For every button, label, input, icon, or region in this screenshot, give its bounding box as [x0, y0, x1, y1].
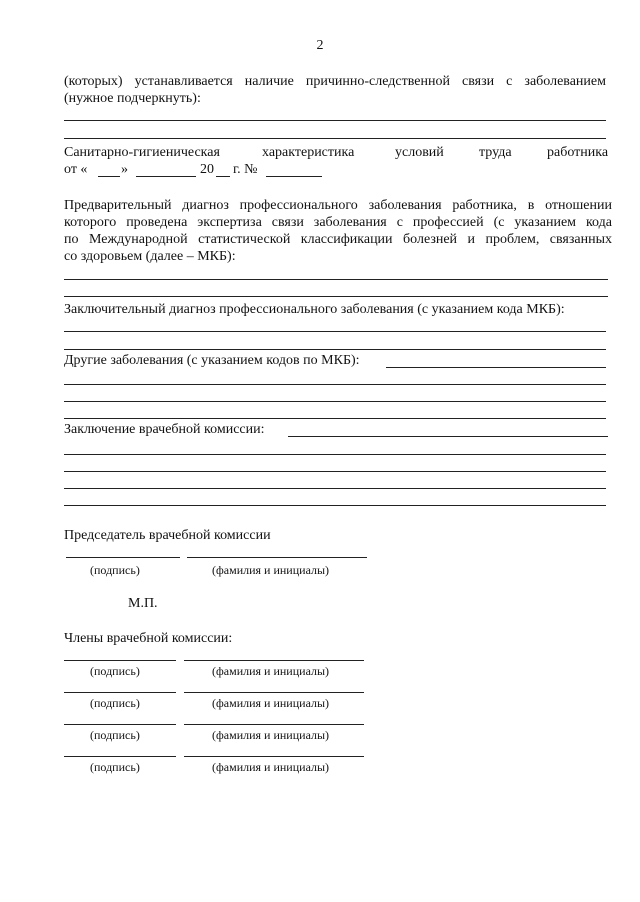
- other-blank-line-3: [64, 418, 606, 419]
- member-1-signature-line: [64, 660, 176, 661]
- member-4-name-caption: (фамилия и инициалы): [212, 760, 330, 774]
- member-2-signature-caption: (подпись): [90, 696, 140, 710]
- member-1-signature-caption: (подпись): [90, 664, 140, 678]
- final-blank-line-2: [64, 349, 606, 350]
- other-diseases-inline-blank: [386, 367, 606, 368]
- member-1-name-caption: (фамилия и инициалы): [212, 664, 330, 678]
- other-blank-line-2: [64, 401, 606, 402]
- member-3-signature-line: [64, 724, 176, 725]
- member-4-name-line: [184, 756, 364, 757]
- member-2-name-caption: (фамилия и инициалы): [212, 696, 330, 710]
- date-year-prefix: 20: [200, 162, 214, 177]
- date-year-blank: [216, 176, 230, 177]
- causality-line-2: (нужное подчеркнуть):: [64, 91, 201, 106]
- prelim-blank-line-2: [64, 296, 608, 297]
- conclusion-blank-line-3: [64, 488, 606, 489]
- other-blank-line-1: [64, 384, 606, 385]
- chairman-name-caption: (фамилия и инициалы): [212, 563, 330, 577]
- chairman-signature-line: [66, 557, 180, 558]
- page-number: 2: [316, 38, 324, 53]
- chairman-name-line: [187, 557, 367, 558]
- stamp-place-label: М.П.: [128, 596, 158, 611]
- sanitary-word-3: условий: [395, 145, 444, 160]
- member-3-name-caption: (фамилия и инициалы): [212, 728, 330, 742]
- prelim-line-3: по Международной статистической классификации болезней и проблем, связанных: [64, 232, 612, 247]
- member-1-name-line: [184, 660, 364, 661]
- final-diagnosis-label: Заключительный диагноз профессионального заболевания (с указанием кода МКБ):: [64, 302, 565, 317]
- member-4-signature-line: [64, 756, 176, 757]
- date-number-label: г. №: [233, 162, 258, 177]
- member-3-signature-caption: (подпись): [90, 728, 140, 742]
- conclusion-inline-blank: [288, 436, 608, 437]
- date-from-label: от «: [64, 162, 88, 177]
- member-2-signature-line: [64, 692, 176, 693]
- prelim-line-1: Предварительный диагноз профессионального заболевания работника, в отношении: [64, 198, 612, 213]
- date-month-blank: [136, 176, 196, 177]
- sanitary-word-4: труда: [479, 145, 512, 160]
- prelim-line-2: которого проведена экспертиза связи заболевания с профессией (с указанием кода: [64, 215, 612, 230]
- commission-conclusion-label: Заключение врачебной комиссии:: [64, 422, 265, 437]
- sanitary-word-1: Санитарно-гигиеническая: [64, 145, 220, 160]
- member-3-name-line: [184, 724, 364, 725]
- members-label: Члены врачебной комиссии:: [64, 631, 233, 646]
- chairman-label: Председатель врачебной комиссии: [64, 528, 271, 543]
- member-2-name-line: [184, 692, 364, 693]
- sanitary-word-2: характеристика: [262, 145, 355, 160]
- conclusion-blank-line-4: [64, 505, 606, 506]
- conclusion-blank-line-1: [64, 454, 606, 455]
- other-diseases-label: Другие заболевания (с указанием кодов по МКБ):: [64, 353, 360, 368]
- causality-line-1: (которых) устанавливается наличие причинно-следственной связи с заболеванием: [64, 74, 606, 89]
- conclusion-blank-line-2: [64, 471, 606, 472]
- prelim-line-4: со здоровьем (далее – МКБ):: [64, 249, 236, 264]
- chairman-signature-caption: (подпись): [90, 563, 140, 577]
- causality-blank-line-2: [64, 138, 606, 139]
- member-4-signature-caption: (подпись): [90, 760, 140, 774]
- prelim-blank-line-1: [64, 279, 608, 280]
- final-blank-line-1: [64, 331, 606, 332]
- date-quote-close: »: [121, 162, 128, 177]
- causality-blank-line-1: [64, 120, 606, 121]
- date-day-blank: [98, 176, 120, 177]
- sanitary-word-5: работника: [547, 145, 609, 160]
- document-number-blank: [266, 176, 322, 177]
